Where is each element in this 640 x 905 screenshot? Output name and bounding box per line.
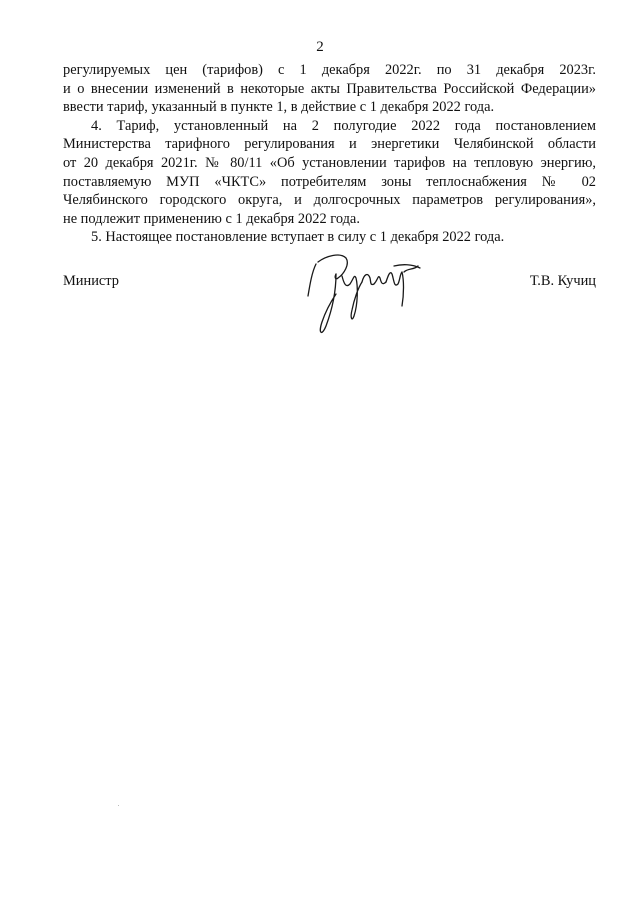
text-line: от 20 декабря 2021г. № 80/11 «Об установлении тарифов на тепловую энергию, xyxy=(63,154,596,171)
text-line: регулируемых цен (тарифов) с 1 декабря 2022г. по 31 декабря 2023г. xyxy=(63,62,596,78)
text-line: 5. Настоящее постановление вступает в силу с 1 декабря 2022 года. xyxy=(91,229,505,246)
text-line: Челябинского городского округа, и долгосрочных параметров регулирования», xyxy=(63,192,596,209)
signature-stroke xyxy=(318,255,347,279)
text-line: 4. Тариф, установленный на 2 полугодие 2022 года постановлением xyxy=(91,117,596,134)
body-text xyxy=(63,61,596,247)
signer-position: Министр xyxy=(63,273,119,289)
signature-stroke xyxy=(386,272,404,306)
signature-stroke xyxy=(342,276,362,319)
signature-stroke xyxy=(308,264,316,296)
text-line: и о внесении изменений в некоторые акты Правительства Российской Федерации» xyxy=(63,80,596,97)
signature-stroke xyxy=(320,274,336,332)
scan-artifact xyxy=(118,805,119,806)
text-line: поставляемую МУП «ЧКТС» потребителям зоны теплоснабжения № 02 xyxy=(63,173,596,190)
handwritten-signature xyxy=(296,244,426,344)
paragraph-item-4 xyxy=(63,117,596,229)
signer-name: Т.В. Кучиц xyxy=(529,273,596,289)
signature-stroke xyxy=(362,275,386,285)
page-number: 2 xyxy=(316,39,324,55)
paragraph-continuation xyxy=(63,61,596,117)
text-line: не подлежит применению с 1 декабря 2022 года. xyxy=(63,210,360,227)
text-line: Министерства тарифного регулирования и энергетики Челябинской области xyxy=(63,136,596,153)
text-line: ввести тариф, указанный в пункте 1, в действие с 1 декабря 2022 года. xyxy=(63,99,495,116)
signature-stroke xyxy=(404,266,418,272)
